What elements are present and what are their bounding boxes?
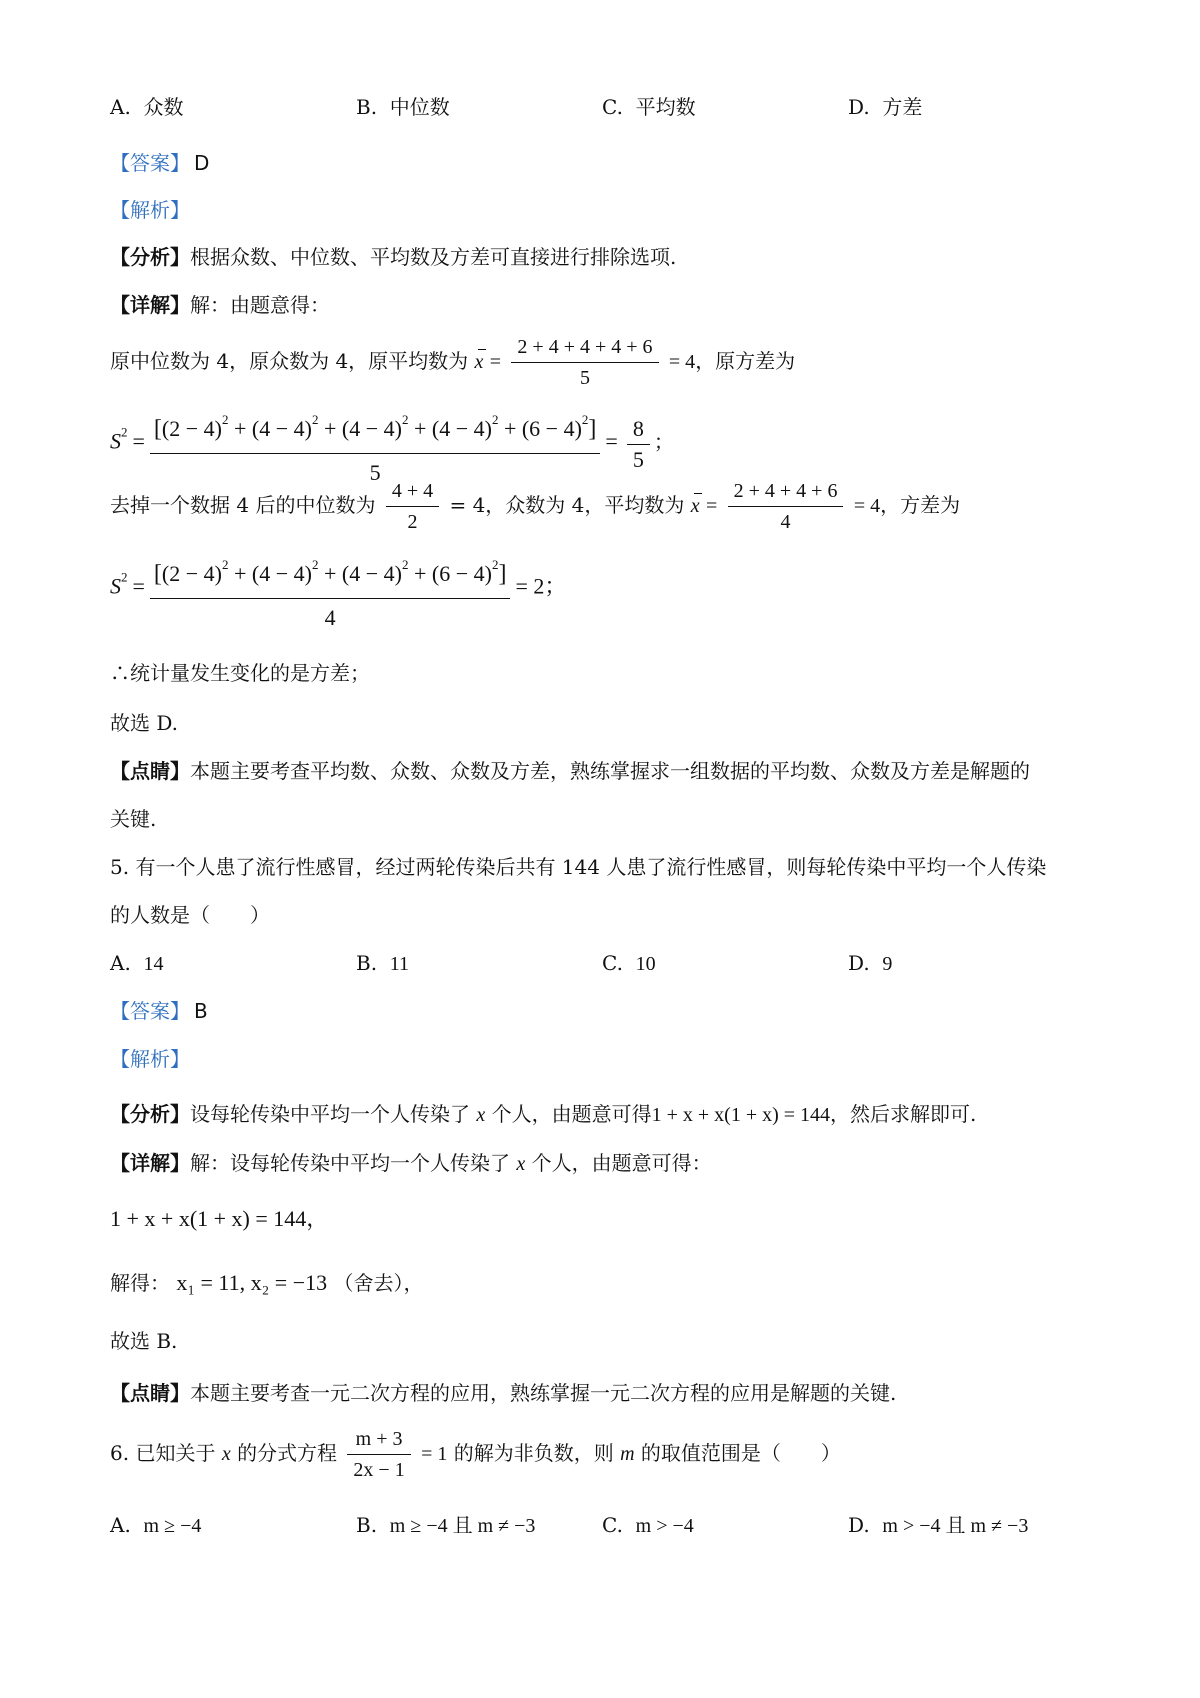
q5-option-a <box>110 950 164 977</box>
fenxi-text: 根据众数、中位数、平均数及方差可直接进行排除选项. <box>190 245 677 269</box>
q4-option-a <box>110 94 184 120</box>
q5-equation-line: 1 + x + x(1 + x) = 144， <box>110 1206 329 1231</box>
x-bar-symbol: x <box>690 495 700 517</box>
result-numerator: 8 <box>627 416 650 445</box>
q4-option-b <box>356 94 450 120</box>
q4-xiangjie-line <box>110 292 330 318</box>
q5-solution-line <box>110 1270 423 1296</box>
q5-dianjing-line <box>110 1380 896 1406</box>
option-text: m > −4 <box>635 1515 694 1537</box>
q5-analysis-line <box>110 1046 190 1072</box>
text: 的取值范围是（ ） <box>640 1441 841 1465</box>
q4-dianjing-line-2: 关键. <box>110 807 157 831</box>
variance-denominator: 4 <box>324 605 336 630</box>
term: (6 − 4) <box>521 416 582 441</box>
text: 设每轮传染中平均一个人传染了 <box>190 1102 470 1126</box>
option-letter: D. <box>848 95 870 119</box>
q6-fraction <box>347 1426 410 1483</box>
variable-x: x <box>516 1153 526 1175</box>
q5-option-d <box>848 950 892 977</box>
mean-fraction <box>511 334 658 391</box>
solution-math: x₁ = 11, x₂ = −13 <box>176 1270 328 1295</box>
equals: = <box>705 495 718 517</box>
q6-option-a <box>110 1512 201 1539</box>
option-letter: B. <box>356 951 378 975</box>
text: 去掉一个数据 4 后的中位数为 <box>110 493 376 517</box>
q6-option-c <box>602 1512 694 1539</box>
q4-option-c <box>602 94 696 120</box>
q4-mean-line <box>110 334 795 391</box>
option-text: 11 <box>389 953 410 975</box>
fraction-numerator: 2 + 4 + 4 + 4 + 6 <box>511 334 658 363</box>
option-text: m ≥ −4 且 m ≠ −3 <box>389 1515 536 1537</box>
xiangjie-tag: 【详解】 <box>110 293 190 317</box>
equals: = <box>132 428 145 454</box>
variance-result: = 2； <box>515 573 567 599</box>
s-symbol: S <box>110 428 121 454</box>
xiangjie-tag: 【详解】 <box>110 1151 190 1175</box>
text: 6. 已知关于 <box>110 1441 216 1465</box>
option-letter: B. <box>356 95 378 119</box>
variable-x: x <box>476 1104 486 1126</box>
option-letter: D. <box>848 951 870 975</box>
variance-numerator: $[(2 - 4)^2 + (4 - 4)^2 + (4 - 4)^2 + (6 - 4)^2]$ <box>150 545 511 599</box>
q4-choice: 故选 D. <box>110 711 179 735</box>
option-text: 中位数 <box>389 95 450 119</box>
option-text: 10 <box>635 953 656 975</box>
fraction-numerator: 4 + 4 <box>386 478 439 507</box>
fraction-numerator: m + 3 <box>347 1426 410 1455</box>
q4-conclusion: ∴统计量发生变化的是方差； <box>110 661 370 685</box>
q5-choice: 故选 B. <box>110 1329 178 1353</box>
square-sup: 2 <box>121 569 128 585</box>
text: 个人，由题意可得 <box>491 1102 652 1126</box>
text: 解得： <box>110 1271 170 1295</box>
equation: 1 + x + x(1 + x) = 144 <box>651 1104 831 1126</box>
mean-fraction-2 <box>728 478 844 535</box>
fenxi-tag: 【分析】 <box>110 1102 190 1126</box>
q4-fenxi-line <box>110 244 676 270</box>
option-text: m > −4 且 m ≠ −3 <box>882 1515 1029 1537</box>
fraction-denominator: 2x − 1 <box>353 1459 405 1481</box>
option-letter: B. <box>356 1513 378 1537</box>
median-fraction <box>386 478 439 535</box>
q5-option-b <box>356 950 409 977</box>
option-letter: C. <box>602 951 623 975</box>
text: ，然后求解即可. <box>830 1102 977 1126</box>
x-bar-symbol: x <box>474 351 484 373</box>
fraction-denominator: 5 <box>579 367 590 389</box>
result: = 4 <box>853 495 881 517</box>
s-symbol: S <box>110 573 121 599</box>
option-text: 14 <box>143 953 164 975</box>
option-text: 方差 <box>882 95 923 119</box>
result: = 1 <box>421 1443 448 1465</box>
variance-denominator: 5 <box>369 460 381 485</box>
term: (4 − 4) <box>341 561 402 586</box>
variance-numerator: $[(2 - 4)^2 + (4 - 4)^2 + (4 - 4)^2 + (4 - 4)^2 + (6 - 4)^2]$ <box>150 400 601 454</box>
analysis-tag: 【解析】 <box>110 1047 190 1071</box>
dianjing-text: 本题主要考查一元二次方程的应用，熟练掌握一元二次方程的应用是解题的关键. <box>190 1381 897 1405</box>
q4-answer-line <box>110 150 209 176</box>
square-sup: 2 <box>121 424 128 440</box>
q6-stem <box>110 1426 841 1483</box>
term: (2 − 4) <box>161 561 222 586</box>
dianjing-tag: 【点睛】 <box>110 1381 190 1405</box>
q5-answer-line <box>110 998 208 1024</box>
fraction-denominator: 2 <box>407 511 418 533</box>
text: 个人，由题意可得： <box>531 1151 712 1175</box>
term: (4 − 4) <box>251 561 312 586</box>
option-letter: C. <box>602 95 623 119</box>
term: (4 − 4) <box>341 416 402 441</box>
option-letter: C. <box>602 1513 623 1537</box>
q5-stem-line-2: 的人数是（ ） <box>110 903 270 927</box>
fraction-denominator: 4 <box>780 511 791 533</box>
equals: = <box>132 573 145 599</box>
result-denominator: 5 <box>632 446 644 472</box>
option-text: 平均数 <box>635 95 696 119</box>
q5-fenxi-line <box>110 1101 976 1128</box>
variable-m: m <box>620 1443 635 1465</box>
q4-dianjing-line <box>110 758 1030 784</box>
equals: = <box>489 351 502 373</box>
fraction-numerator: 2 + 4 + 4 + 6 <box>728 478 844 507</box>
option-letter: D. <box>848 1513 870 1537</box>
variance-fraction <box>150 545 511 633</box>
answer-tag: 【答案】 <box>110 151 190 175</box>
variance-result <box>627 416 650 473</box>
text: 的解为非负数，则 <box>453 1441 614 1465</box>
text: 的分式方程 <box>237 1441 338 1465</box>
text: ，原方差为 <box>695 349 796 373</box>
fenxi-tag: 【分析】 <box>110 245 190 269</box>
q4-analysis-line <box>110 197 190 223</box>
option-letter: A. <box>110 1513 131 1537</box>
text: 解：设每轮传染中平均一个人传染了 <box>190 1151 510 1175</box>
q5-stem-line-1: 5. 有一个人患了流行性感冒，经过两轮传染后共有 144 人患了流行性感冒，则每轮传染中平均一个人传染 <box>110 855 1047 879</box>
dianjing-text: 本题主要考查平均数、众数、众数及方差，熟练掌握求一组数据的平均数、众数及方差是解题的 <box>190 759 1030 783</box>
option-letter: A. <box>110 95 131 119</box>
q5-xiangjie-line <box>110 1150 712 1177</box>
option-text: m ≥ −4 <box>143 1515 202 1537</box>
text: 原中位数为 4，原众数为 4，原平均数为 <box>110 349 469 373</box>
variable-x: x <box>221 1443 231 1465</box>
q4-variance-formula-2 <box>110 545 566 633</box>
xiangjie-text: 解：由题意得： <box>190 293 330 317</box>
option-letter: A. <box>110 951 131 975</box>
answer-value: B <box>194 999 208 1023</box>
q4-option-d <box>848 94 922 120</box>
term: (2 − 4) <box>161 416 222 441</box>
dianjing-tag: 【点睛】 <box>110 759 190 783</box>
analysis-tag: 【解析】 <box>110 198 190 222</box>
variance-fraction <box>150 400 601 488</box>
option-text: 众数 <box>143 95 184 119</box>
q4-variance-formula-1: $S^2$ = $[(2 - 4)^2 + (4 - 4)^2 + (4 - 4)^2 + (4 - 4)^2 + (6 - 4)^2]$ 5 = $\frac{8}{5}$ ； <box>110 400 674 488</box>
q6-option-d <box>848 1512 1028 1539</box>
text: （舍去）， <box>333 1271 424 1295</box>
q4-removed-line <box>110 478 960 535</box>
text: ，方差为 <box>880 493 961 517</box>
result: = 4 <box>668 351 696 373</box>
equals: = <box>605 428 618 454</box>
term: (4 − 4) <box>431 416 492 441</box>
option-text: 9 <box>882 953 893 975</box>
text: = 4，众数为 4，平均数为 <box>449 493 685 517</box>
answer-value: D <box>194 151 210 175</box>
q5-option-c <box>602 950 656 977</box>
term: (6 − 4) <box>431 561 492 586</box>
term: (4 − 4) <box>251 416 312 441</box>
answer-tag: 【答案】 <box>110 999 190 1023</box>
q6-option-b <box>356 1512 535 1539</box>
